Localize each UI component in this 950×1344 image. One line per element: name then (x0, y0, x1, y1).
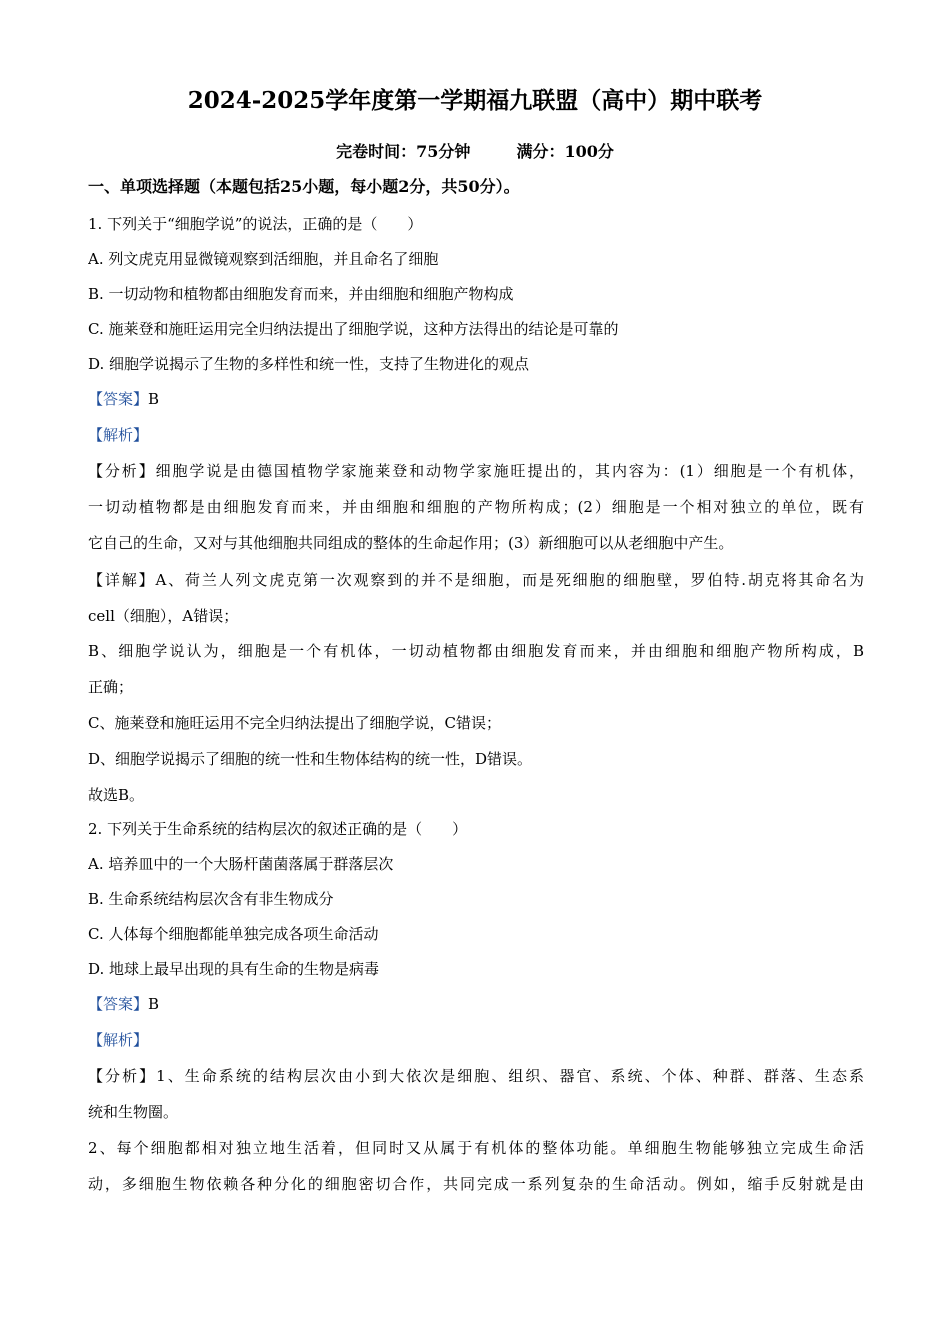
q1-option-b: B. 一切动物和植物都由细胞发育而来，并由细胞和细胞产物构成 (88, 285, 514, 303)
q2-fenxi-line-2: 统和生物圈。 (88, 1103, 179, 1121)
q2-fenxi-line-3: 2、每个细胞都相对独立地生活着，但同时又从属于有机体的整体功能。单细胞生物能够独立完成生命活 (88, 1139, 864, 1157)
q1-fenxi-text-1: 细胞学说是由德国植物学家施莱登和动物学家施旺提出的，其内容为：(1）细胞是一个有机体， (155, 462, 864, 480)
q2-fenxi-line-1 (88, 1065, 864, 1087)
q1-xiangjie-line-6: D、细胞学说揭示了细胞的统一性和生物体结构的统一性，D错误。 (88, 750, 533, 768)
exam-info (0, 140, 950, 164)
exam-duration: 完卷时间：75分钟 (336, 142, 471, 161)
q2-option-b: B. 生命系统结构层次含有非生物成分 (88, 890, 334, 908)
q1-fenxi-tag: 【分析】 (88, 462, 156, 480)
q2-answer-tag: 【答案】 (88, 995, 149, 1013)
q1-answer (88, 388, 864, 410)
q1-xiangjie-line-5: C、施莱登和施旺运用不完全归纳法提出了细胞学说，C错误； (88, 714, 501, 732)
exam-full-score: 满分：100分 (516, 142, 614, 161)
q1-xiangjie-line-3: B、细胞学说认为，细胞是一个有机体，一切动植物都由细胞发育而来，并由细胞和细胞产物所构成，B (88, 642, 864, 660)
q2-fenxi-tag: 【分析】 (88, 1067, 157, 1085)
q1-xiangjie-tag: 【详解】 (88, 571, 156, 589)
q2-fenxi-line-4: 动，多细胞生物依赖各种分化的细胞密切合作，共同完成一系列复杂的生命活动。例如，缩手反射就是由 (88, 1175, 864, 1193)
q2-answer (88, 993, 864, 1015)
q2-option-c: C. 人体每个细胞都能单独完成各项生命活动 (88, 925, 379, 943)
q2-answer-value: B (148, 995, 160, 1013)
page-title: 2024-2025学年度第一学期福九联盟（高中）期中联考 (187, 87, 763, 114)
q1-option-a: A. 列文虎克用显微镜观察到活细胞，并且命名了细胞 (88, 250, 439, 268)
q1-option-c: C. 施莱登和施旺运用完全归纳法提出了细胞学说，这种方法得出的结论是可靠的 (88, 320, 619, 338)
q1-analysis-tag: 【解析】 (88, 426, 149, 444)
q1-conclusion: 故选B。 (88, 786, 145, 804)
q2-option-d: D. 地球上最早出现的具有生命的生物是病毒 (88, 960, 380, 978)
q2-fenxi-text-1: 1、生命系统的结构层次由小到大依次是细胞、组织、器官、系统、个体、种群、群落、生态系 (156, 1067, 864, 1085)
q1-answer-tag: 【答案】 (88, 390, 149, 408)
q1-fenxi-line-2: 一切动植物都是由细胞发育而来，并由细胞和细胞的产物所构成；(2）细胞是一个相对独立的单位，既有 (88, 498, 864, 516)
q2-option-a: A. 培养皿中的一个大肠杆菌菌落属于群落层次 (88, 855, 394, 873)
q1-fenxi-line-1 (88, 460, 864, 482)
q1-fenxi-line-3: 它自己的生命，又对与其他细胞共同组成的整体的生命起作用；(3）新细胞可以从老细胞中产生。 (88, 534, 734, 552)
q2-analysis-tag: 【解析】 (88, 1031, 149, 1049)
q1-xiangjie-line-2: cell（细胞），A错误； (88, 607, 239, 625)
q1-xiangjie-line-1 (88, 569, 864, 591)
section-heading: 一、单项选择题（本题包括25小题，每小题2分，共50分）。 (88, 177, 520, 196)
q2-stem: 2. 下列关于生命系统的结构层次的叙述正确的是（ ） (88, 820, 468, 838)
q1-answer-value: B (148, 390, 160, 408)
q1-stem: 1. 下列关于“细胞学说”的说法，正确的是（ ） (88, 215, 423, 233)
q1-xiangjie-line-4: 正确； (88, 678, 134, 696)
q1-option-d: D. 细胞学说揭示了生物的多样性和统一性，支持了生物进化的观点 (88, 355, 530, 373)
q1-xiangjie-text-1: A、荷兰人列文虎克第一次观察到的并不是细胞，而是死细胞的细胞壁，罗伯特.胡克将其命名为 (155, 571, 864, 589)
